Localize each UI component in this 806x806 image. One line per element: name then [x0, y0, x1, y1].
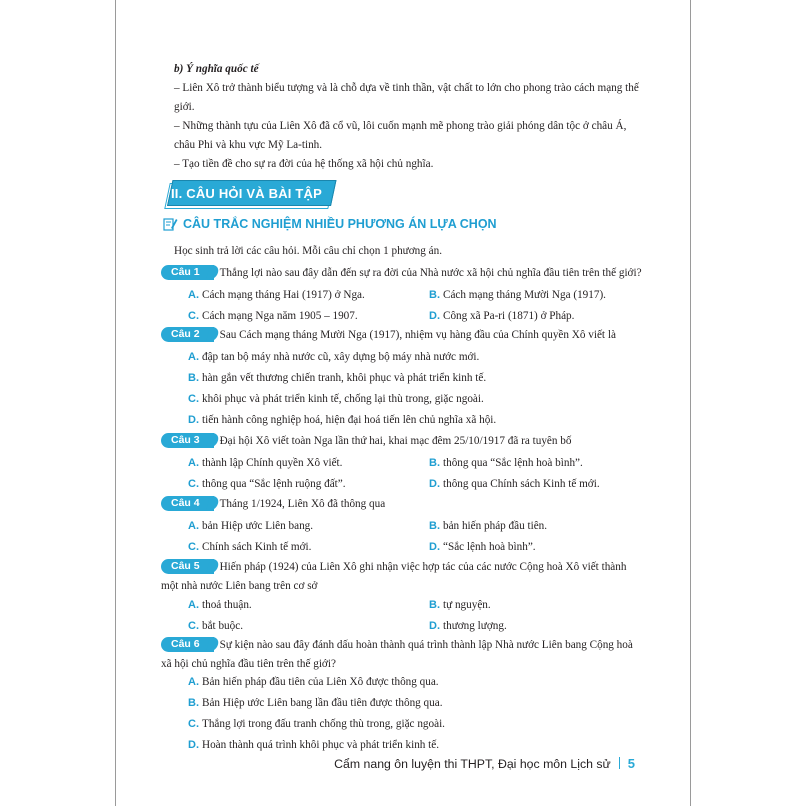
question-6: [161, 636, 646, 674]
page-number: 5: [627, 756, 635, 771]
option-key: D.: [188, 739, 199, 751]
question-text: Hiến pháp (1924) của Liên Xô ghi nhận việc hợp tác của các nước Cộng hoà Xô viết thành một nhà nước Liên bang trên cơ sở: [161, 561, 627, 592]
option-text: thoả thuận.: [202, 599, 252, 611]
q1-option-a[interactable]: [188, 286, 365, 305]
option-key: D.: [429, 541, 440, 553]
option-key: B.: [429, 599, 440, 611]
question-badge: Câu 5: [161, 559, 214, 574]
q5-option-a[interactable]: [188, 596, 252, 615]
option-key: B.: [429, 289, 440, 301]
option-key: C.: [188, 541, 199, 553]
option-key: B.: [188, 372, 199, 384]
meaning-bullet-1: – Liên Xô trở thành biểu tượng và là chỗ dựa về tinh thần, vật chất to lớn cho phong trào cách mạng thế giới.: [174, 82, 639, 113]
option-key: C.: [188, 620, 199, 632]
option-key: D.: [429, 478, 440, 490]
page-content: [116, 0, 690, 806]
option-text: Thắng lợi trong đấu tranh chống thù trong, giặc ngoài.: [202, 718, 445, 730]
mc-title: [163, 215, 497, 237]
option-text: Cách mạng tháng Mười Nga (1917).: [443, 289, 606, 301]
q1-option-b[interactable]: [429, 286, 606, 305]
option-text: Công xã Pa-ri (1871) ở Pháp.: [443, 310, 575, 322]
mc-title-text: CÂU TRẮC NGHIỆM NHIỀU PHƯƠNG ÁN LỰA CHỌN: [183, 217, 497, 231]
option-text: Hoàn thành quá trình khôi phục và phát triển kinh tế.: [202, 739, 440, 751]
q5-option-d[interactable]: [429, 617, 507, 636]
option-text: tiến hành công nghiệp hoá, hiện đại hoá tiến lên chủ nghĩa xã hội.: [202, 414, 497, 426]
mc-instruction: Học sinh trả lời các câu hỏi. Mỗi câu chỉ chọn 1 phương án.: [174, 245, 442, 257]
option-key: A.: [188, 289, 199, 301]
question-text: Sau Cách mạng tháng Mười Nga (1917), nhiệm vụ hàng đầu của Chính quyền Xô viết là: [219, 329, 616, 341]
q5-option-b[interactable]: [429, 596, 491, 615]
q3-option-d[interactable]: [429, 475, 600, 494]
footer-divider: [619, 757, 620, 769]
q3-option-b[interactable]: [429, 454, 583, 473]
option-text: đập tan bộ máy nhà nước cũ, xây dựng bộ máy nhà nước mới.: [202, 351, 480, 363]
option-key: D.: [429, 620, 440, 632]
option-text: tự nguyện.: [443, 599, 491, 611]
option-text: thông qua “Sắc lệnh hoà bình”.: [443, 457, 583, 469]
option-text: thông qua “Sắc lệnh ruộng đất”.: [202, 478, 346, 490]
question-2: [161, 326, 646, 345]
option-key: D.: [429, 310, 440, 322]
question-3: [161, 432, 646, 451]
q2-option-a[interactable]: [188, 348, 479, 367]
option-text: Cách mạng Nga năm 1905 – 1907.: [202, 310, 358, 322]
option-key: B.: [188, 697, 199, 709]
q4-option-c[interactable]: [188, 538, 311, 557]
option-text: bắt buộc.: [202, 620, 244, 632]
q6-option-d[interactable]: [188, 736, 439, 755]
question-5: [161, 558, 646, 596]
pencil-note-icon: [163, 217, 178, 237]
option-text: thương lượng.: [443, 620, 507, 632]
question-text: Đại hội Xô viết toàn Nga lần thứ hai, khai mạc đêm 25/10/1917 đã ra tuyên bố: [219, 435, 572, 447]
q6-option-b[interactable]: [188, 694, 443, 713]
option-key: C.: [188, 393, 199, 405]
option-text: bản hiến pháp đầu tiên.: [443, 520, 548, 532]
question-badge: Câu 3: [161, 433, 214, 448]
question-text: Sự kiện nào sau đây đánh dấu hoàn thành quá trình thành lập Nhà nước Liên bang Cộng hoà xã hội chủ nghĩa đầu tiên trên thế giới?: [161, 639, 633, 670]
question-badge: Câu 6: [161, 637, 214, 652]
option-text: thành lập Chính quyền Xô viết.: [202, 457, 343, 469]
q6-option-a[interactable]: [188, 673, 439, 692]
meaning-subheading: b) Ý nghĩa quốc tế: [174, 63, 259, 75]
option-key: D.: [188, 414, 199, 426]
page: [115, 0, 691, 806]
option-key: A.: [188, 676, 199, 688]
q5-option-c[interactable]: [188, 617, 243, 636]
q2-option-b[interactable]: [188, 369, 486, 388]
option-key: A.: [188, 351, 199, 363]
q1-option-c[interactable]: [188, 307, 358, 326]
q6-option-c[interactable]: [188, 715, 445, 734]
option-text: bản Hiệp ước Liên bang.: [202, 520, 314, 532]
q1-option-d[interactable]: [429, 307, 574, 326]
meaning-bullet-2: – Những thành tựu của Liên Xô đã cổ vũ, lôi cuốn mạnh mẽ phong trào giải phóng dân tộc ở châu Á, châu Phi và khu vực Mỹ La-tinh.: [174, 120, 627, 151]
q4-option-d[interactable]: [429, 538, 536, 557]
q3-option-a[interactable]: [188, 454, 342, 473]
question-1: [161, 264, 646, 283]
option-text: “Sắc lệnh hoà bình”.: [443, 541, 536, 553]
option-text: Chính sách Kinh tế mới.: [202, 541, 312, 553]
option-key: C.: [188, 718, 199, 730]
question-text: Tháng 1/1924, Liên Xô đã thông qua: [219, 498, 386, 510]
option-text: Bản hiến pháp đầu tiên của Liên Xô được thông qua.: [202, 676, 439, 688]
q3-option-c[interactable]: [188, 475, 346, 494]
option-text: Cách mạng tháng Hai (1917) ở Nga.: [202, 289, 365, 301]
q2-option-c[interactable]: [188, 390, 484, 409]
question-badge: Câu 1: [161, 265, 214, 280]
question-4: [161, 495, 646, 514]
footer-book-title: Cẩm nang ôn luyện thi THPT, Đại học môn Lịch sử: [334, 757, 611, 771]
q2-option-d[interactable]: [188, 411, 496, 430]
option-key: C.: [188, 478, 199, 490]
option-key: B.: [429, 457, 440, 469]
option-text: Bản Hiệp ước Liên bang lần đầu tiên được thông qua.: [202, 697, 443, 709]
option-key: A.: [188, 599, 199, 611]
question-badge: Câu 2: [161, 327, 214, 342]
section-banner: [161, 180, 337, 208]
option-key: B.: [429, 520, 440, 532]
meaning-bullet-3: – Tạo tiền đề cho sự ra đời của hệ thống xã hội chủ nghĩa.: [174, 158, 434, 170]
option-key: A.: [188, 457, 199, 469]
q4-option-b[interactable]: [429, 517, 547, 536]
q4-option-a[interactable]: [188, 517, 313, 536]
option-key: A.: [188, 520, 199, 532]
option-key: C.: [188, 310, 199, 322]
section-title: II. CÂU HỎI VÀ BÀI TẬP: [171, 186, 323, 201]
question-text: Thắng lợi nào sau đây dẫn đến sự ra đời của Nhà nước xã hội chủ nghĩa đầu tiên trên thế giới?: [219, 267, 642, 279]
page-footer: [334, 754, 635, 774]
option-text: khôi phục và phát triển kinh tế, chống lại thù trong, giặc ngoài.: [202, 393, 484, 405]
question-badge: Câu 4: [161, 496, 214, 511]
option-text: hàn gắn vết thương chiến tranh, khôi phục và phát triển kinh tế.: [202, 372, 487, 384]
option-text: thông qua Chính sách Kinh tế mới.: [443, 478, 600, 490]
